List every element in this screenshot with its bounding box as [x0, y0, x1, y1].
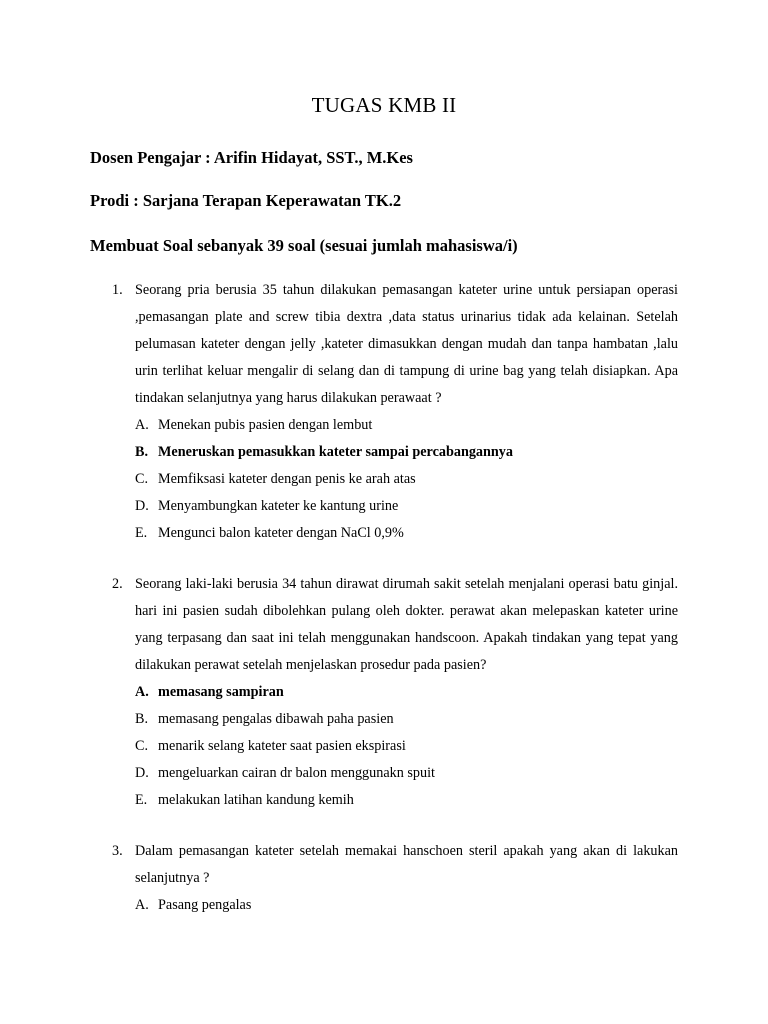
- option-a: A. memasang sampiran: [135, 684, 284, 700]
- option-a: A. Pasang pengalas: [135, 897, 252, 913]
- instruction-line: Membuat Soal sebanyak 39 soal (sesuai jumlah mahasiswa/i): [90, 236, 518, 255]
- option-e: E. Mengunci balon kateter dengan NaCl 0,9%: [135, 525, 404, 541]
- study-program-line: Prodi : Sarjana Terapan Keperawatan TK.2: [90, 191, 402, 210]
- question-text: Dalam pemasangan kateter setelah memakai hanschoen steril apakah yang akan di lakukan selanjutnya ?: [135, 843, 678, 886]
- document-title: TUGAS KMB II: [311, 93, 457, 117]
- option-b: B. memasang pengalas dibawah paha pasien: [135, 711, 394, 727]
- option-list: [90, 892, 678, 919]
- question-1: [90, 282, 678, 547]
- lecturer-line: Dosen Pengajar : Arifin Hidayat, SST., M.Kes: [90, 148, 413, 167]
- question-3: [90, 843, 678, 919]
- question-2: [90, 576, 678, 814]
- question-number: 3.: [112, 843, 123, 859]
- option-d: D. mengeluarkan cairan dr balon menggunakn spuit: [135, 765, 435, 781]
- option-b: B. Meneruskan pemasukkan kateter sampai percabangannya: [135, 444, 513, 460]
- option-c: C. Memfiksasi kateter dengan penis ke arah atas: [135, 471, 416, 487]
- option-list: [90, 412, 678, 547]
- option-list: [90, 679, 678, 814]
- option-c: C. menarik selang kateter saat pasien ekspirasi: [135, 738, 406, 754]
- question-number: 1.: [112, 282, 123, 298]
- option-a: A. Menekan pubis pasien dengan lembut: [135, 417, 373, 433]
- question-text: Seorang laki-laki berusia 34 tahun dirawat dirumah sakit setelah menjalani operasi batu ginjal. hari ini pasien sudah dibolehkan pulang oleh dokter. perawat akan melepaskan kateter urine yang terpasang dan saat ini telah menggunakan handscoon. Apakah tindakan yang tepat yang dilakukan perawat setelah menjelaskan prosedur pada pasien?: [135, 576, 678, 673]
- question-text: Seorang pria berusia 35 tahun dilakukan pemasangan kateter urine untuk persiapan operasi ,pemasangan plate and screw tibia dextra ,data status urinarius tidak ada kelainan. Setelah pelumasan kateter dengan jelly ,kateter dimasukkan dengan mudah dan tanpa hambatan ,lalu urin terlihat keluar mengalir di selang dan di tampung di urine bag yang telah disiapkan. Apa tindakan selanjutnya yang harus dilakukan perawaat ?: [135, 282, 678, 406]
- option-e: E. melakukan latihan kandung kemih: [135, 792, 354, 808]
- question-number: 2.: [112, 576, 123, 592]
- option-d: D. Menyambungkan kateter ke kantung urine: [135, 498, 399, 514]
